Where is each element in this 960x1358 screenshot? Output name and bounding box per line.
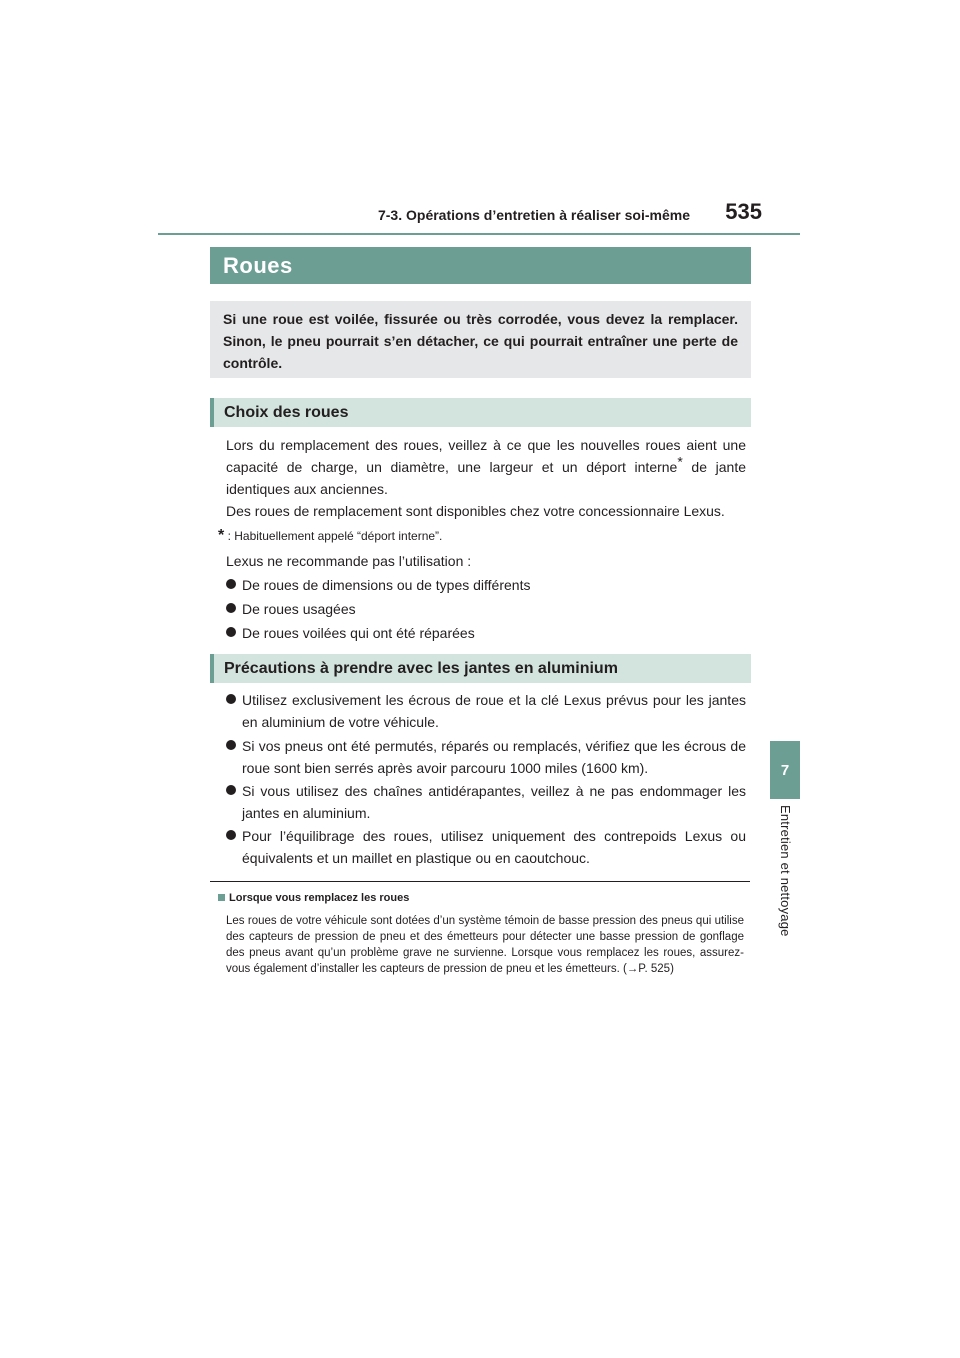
paragraph-not-recommended: Lexus ne recommande pas l’utilisation : [226,553,472,569]
list-item: Pour l’équilibrage des roues, utilisez uniquement des contrepoids Lexus ou équivalents et un maillet en plastique ou en caoutchouc. [226,825,746,869]
list-item: Si vos pneus ont été permutés, réparés ou remplacés, vérifiez que les écrous de roue sont bien serrés après avoir parcouru 1000 miles (1600 km). [226,735,746,779]
asterisk-marker: * [677,453,683,470]
page-title [210,247,751,284]
bullet-icon [226,785,236,795]
note-body: Les roues de votre véhicule sont dotées d’un système témoin de basse pression des pneus qui utilise des capteurs de pression de pneu et des émetteurs pour détecter une basse pression de gonflage des pneus avant qu’un problème grave ne survienne. Lorsque vous remplacez les roues, assurez-vous également d’installer les capteurs de pression de pneu et les émetteurs. (→P. 525) [226,915,744,975]
paragraph-choix: Lors du remplacement des roues, veillez à ce que les nouvelles roues aient une capacité de charge, un diamètre, une largeur et un déport interne* de jante identiques aux anciennes. [226,437,746,497]
note-heading: Lorsque vous remplacez les roues [218,892,409,904]
subheading-choix-des-roues [210,398,751,427]
list-item: De roues de dimensions ou de types différents [226,574,746,596]
list-item: De roues voilées qui ont été réparées [226,622,746,644]
bullet-icon [226,579,236,589]
chapter-number-tab: 7 [770,741,800,799]
list-item: De roues usagées [226,598,746,620]
subheading-text: Choix des roues [224,403,349,421]
paragraph-disponibilite: Des roues de remplacement sont disponibles chez votre concessionnaire Lexus. [226,503,725,519]
page-title-text: Roues [223,252,293,278]
list-item: Utilisez exclusivement les écrous de roue et la clé Lexus prévus pour les jantes en aluminium de votre véhicule. [226,689,746,733]
subheading-text: Précautions à prendre avec les jantes en aluminium [224,659,618,677]
bullet-icon [226,694,236,704]
footnote-asterisk: * [218,527,225,544]
chapter-label: Entretien et nettoyage [778,805,793,937]
list-item: Si vous utilisez des chaînes antidérapantes, veillez à ne pas endommager les jantes en aluminium. [226,780,746,824]
bullet-icon [226,830,236,840]
bullet-icon [226,740,236,750]
footnote-text: : Habituellement appelé “déport interne”. [227,529,443,543]
header-divider [158,233,800,235]
subheading-precautions [210,654,751,683]
bullet-icon [226,627,236,637]
page-number: 535 [725,199,762,224]
square-bullet-icon [218,894,225,901]
intro-box: Si une roue est voilée, fissurée ou très corrodée, vous devez la remplacer. Sinon, le pneu pourrait s’en détacher, ce qui pourrait entraîner une perte de contrôle. [210,301,751,378]
running-header-section-title: 7-3. Opérations d’entretien à réaliser soi-même [377,207,690,223]
notes-divider [210,881,750,882]
bullet-icon [226,603,236,613]
footnote [218,527,738,545]
